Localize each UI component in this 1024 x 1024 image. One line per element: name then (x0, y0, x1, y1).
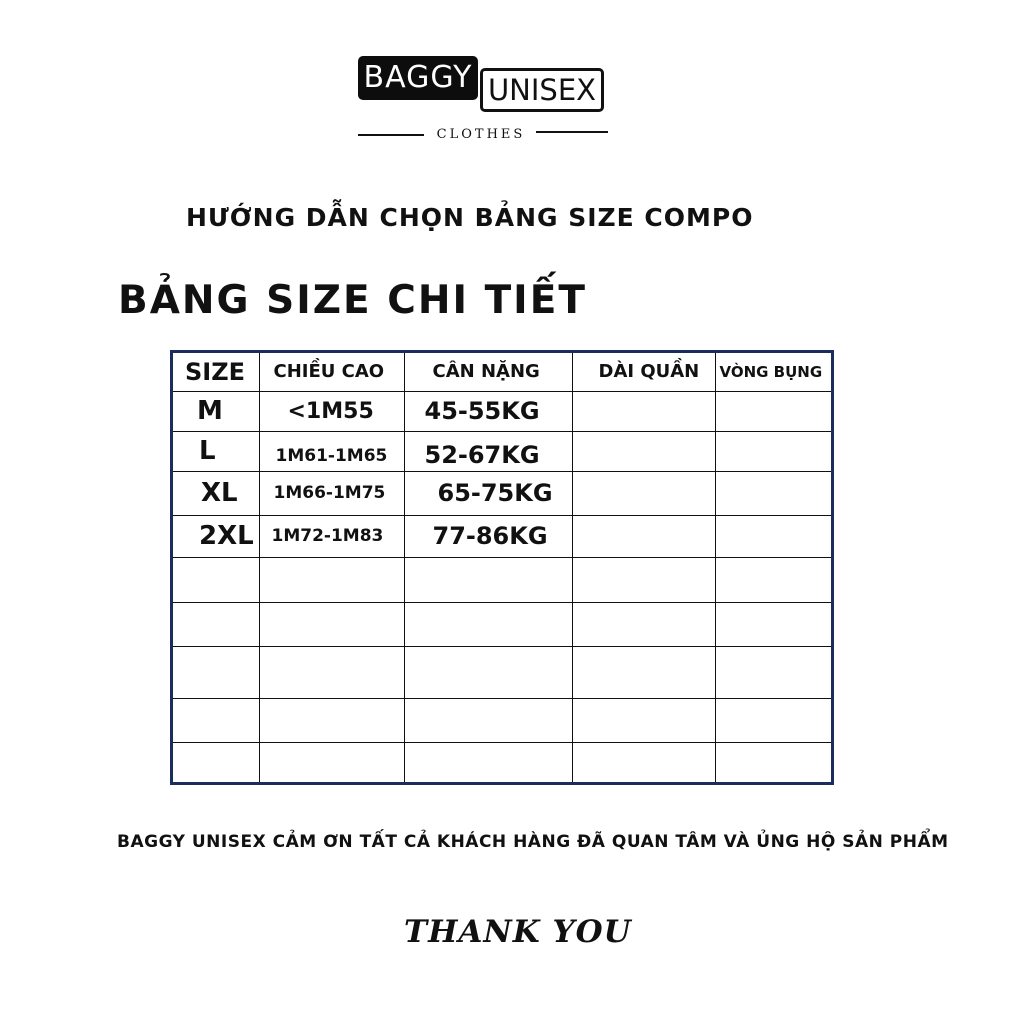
cell-height: <1M55 (259, 391, 404, 431)
cell-pants-length (572, 431, 715, 471)
table-header-row (173, 353, 831, 391)
cell-height (259, 742, 404, 782)
cell-pants-length (572, 391, 715, 431)
cell-weight (404, 698, 572, 742)
cell-pants-length (572, 515, 715, 557)
thank-you-signature: THANK YOU (404, 914, 632, 950)
cell-height (259, 698, 404, 742)
cell-pants-length (572, 471, 715, 515)
cell-pants-length (572, 557, 715, 602)
cell-waist (715, 391, 831, 431)
cell-height (259, 602, 404, 646)
cell-size (173, 698, 259, 742)
cell-height: 1M66-1M75 (259, 471, 404, 515)
table-row (173, 646, 831, 698)
thank-you-message: BAGGY UNISEX CẢM ƠN TẤT CẢ KHÁCH HÀNG ĐÃ QUAN TÂM VÀ ỦNG HỘ SẢN PHẨM (117, 832, 949, 852)
cell-weight (404, 602, 572, 646)
cell-size: XL (173, 471, 259, 515)
cell-size (173, 557, 259, 602)
table-row (173, 602, 831, 646)
header-waist: VÒNG BỤNG (715, 353, 831, 391)
header-size: SIZE (173, 353, 259, 391)
cell-weight (404, 742, 572, 782)
logo-tagline: CLOTHES (436, 127, 526, 142)
cell-waist (715, 515, 831, 557)
cell-pants-length (572, 742, 715, 782)
page-subtitle: HƯỚNG DẪN CHỌN BẢNG SIZE COMPO (186, 203, 754, 232)
logo-divider-left (358, 134, 424, 136)
cell-weight (404, 646, 572, 698)
header-pants-length: DÀI QUẦN (572, 353, 715, 391)
cell-weight: 45-55KG (404, 391, 572, 431)
cell-waist (715, 431, 831, 471)
logo-word-baggy: BAGGY (358, 56, 478, 100)
cell-weight: 65-75KG (404, 471, 572, 515)
table-row (173, 742, 831, 782)
cell-size (173, 602, 259, 646)
cell-waist (715, 557, 831, 602)
table-row (173, 391, 831, 431)
logo-divider-right (536, 131, 608, 133)
cell-size: M (173, 391, 259, 431)
table-row (173, 515, 831, 557)
cell-pants-length (572, 698, 715, 742)
size-table (173, 353, 831, 782)
cell-pants-length (572, 646, 715, 698)
cell-size (173, 646, 259, 698)
brand-logo (356, 56, 612, 148)
cell-size (173, 742, 259, 782)
header-weight: CÂN NẶNG (404, 353, 572, 391)
cell-waist (715, 471, 831, 515)
page-title: BẢNG SIZE CHI TIẾT (118, 278, 587, 323)
cell-height (259, 646, 404, 698)
logo-word-unisex: UNISEX (480, 68, 604, 112)
header-height: CHIỀU CAO (259, 353, 404, 391)
cell-waist (715, 742, 831, 782)
cell-weight (404, 557, 572, 602)
cell-waist (715, 698, 831, 742)
cell-waist (715, 602, 831, 646)
cell-pants-length (572, 602, 715, 646)
size-table-frame (170, 350, 834, 785)
table-row (173, 471, 831, 515)
cell-height: 1M61-1M65 (259, 431, 404, 471)
cell-waist (715, 646, 831, 698)
table-row (173, 431, 831, 471)
cell-weight: 77-86KG (404, 515, 572, 557)
cell-size: L (173, 431, 259, 471)
cell-weight: 52-67KG (404, 431, 572, 471)
table-row (173, 698, 831, 742)
cell-height: 1M72-1M83 (259, 515, 404, 557)
cell-height (259, 557, 404, 602)
cell-size: 2XL (173, 515, 259, 557)
table-row (173, 557, 831, 602)
